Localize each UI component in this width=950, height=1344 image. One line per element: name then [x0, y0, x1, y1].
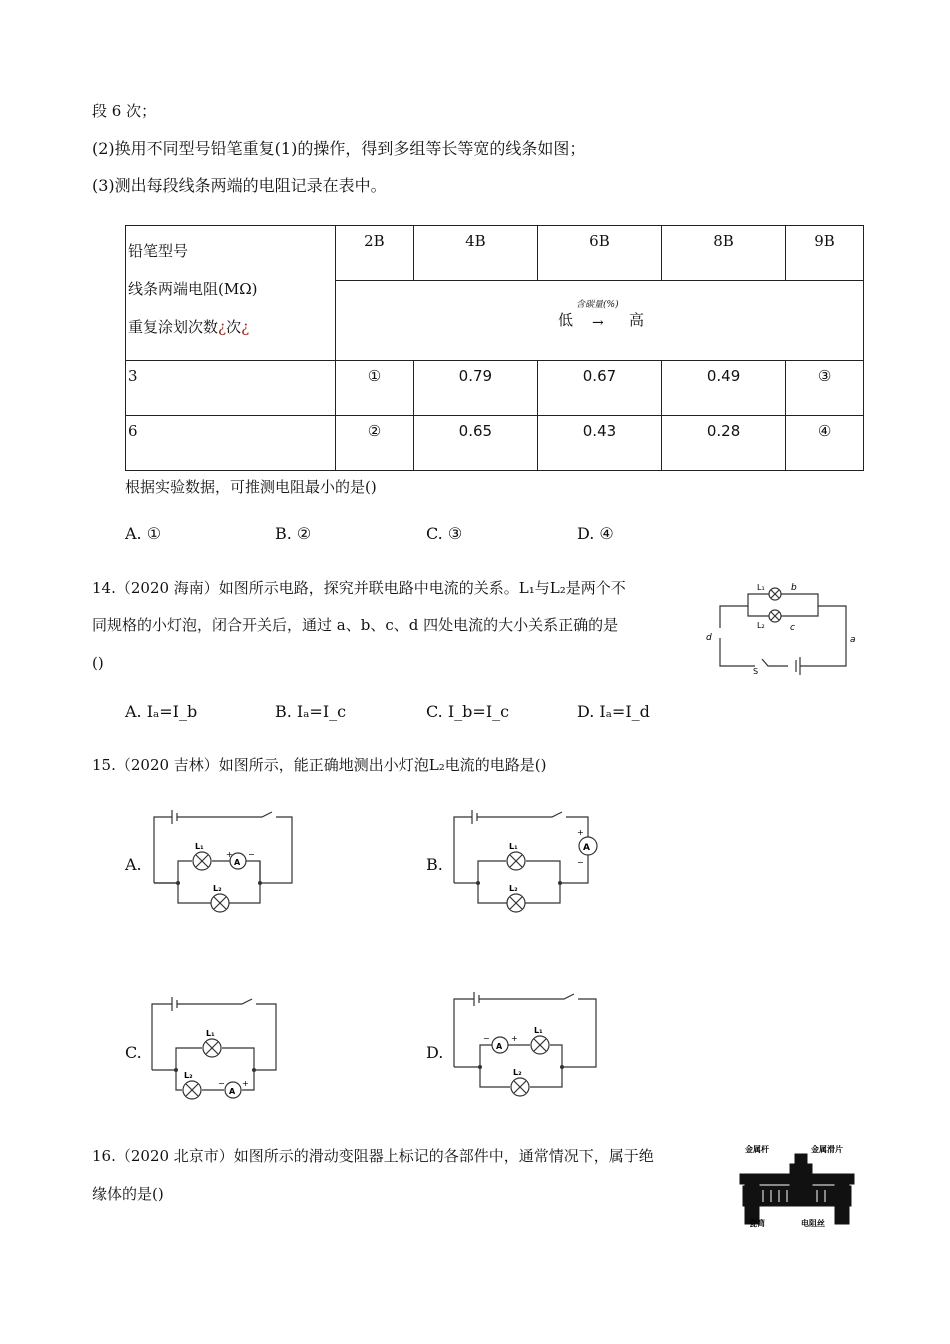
- q14-option-c[interactable]: C. I_b=I_c: [426, 702, 510, 721]
- q15-option-a[interactable]: A.: [125, 855, 142, 874]
- lamp-l1-label: L₁: [206, 1029, 215, 1038]
- minus-label: −: [577, 858, 584, 867]
- label-metal-rod: 金属杆: [745, 1145, 769, 1154]
- table-cell: ②: [336, 416, 414, 471]
- table-cell: 0.28: [662, 416, 786, 471]
- q14-circuit-figure: [700, 576, 865, 676]
- pencil-9b: 9B: [786, 226, 864, 281]
- scale-high: 高: [629, 310, 645, 329]
- ammeter-label: A: [583, 843, 590, 853]
- ammeter-label: A: [229, 1087, 236, 1096]
- table-header-labels: [126, 226, 336, 361]
- q14-label-s: S: [753, 667, 759, 676]
- label-metal-slider: 金属滑片: [811, 1145, 843, 1154]
- table-cell: ①: [336, 361, 414, 416]
- intro-line-2: (2)换用不同型号铅笔重复(1)的操作，得到多组等长等宽的线条如图；: [92, 139, 586, 158]
- lamp-l1-label: L₁: [534, 1026, 543, 1035]
- q14-option-b[interactable]: B. Iₐ=I_c: [275, 702, 347, 721]
- q14-label-l1: L₁: [757, 583, 765, 592]
- q13-option-d[interactable]: D. ④: [577, 524, 614, 543]
- lamp-l1-label: L₁: [509, 842, 518, 851]
- row-times-6: 6: [126, 416, 336, 471]
- q15-option-c[interactable]: C.: [125, 1043, 142, 1062]
- q16-line-1: 16.（2020 北京市）如图所示的滑动变阻器上标记的各部件中，通常情况下，属于绝: [92, 1147, 654, 1165]
- table-cell: 0.79: [413, 361, 537, 416]
- table-cell: 0.49: [662, 361, 786, 416]
- lamp-l2-label: L₂: [213, 884, 222, 893]
- q15-option-d[interactable]: D.: [426, 1043, 444, 1062]
- q13-option-a[interactable]: A. ①: [125, 524, 162, 543]
- q14-label-a: a: [850, 635, 856, 645]
- pencil-2b: 2B: [336, 226, 414, 281]
- q13-prompt: 根据实验数据，可推测电阻最小的是(): [125, 478, 377, 496]
- lamp-l2-label: L₂: [509, 884, 518, 893]
- q15-option-b[interactable]: B.: [426, 855, 443, 874]
- pencil-8b: 8B: [662, 226, 786, 281]
- table-cell: ④: [786, 416, 864, 471]
- label-ceramic-tube: 瓷筒: [749, 1219, 765, 1228]
- ammeter-label: A: [496, 1042, 503, 1051]
- row-times-3: 3: [126, 361, 336, 416]
- pencil-6b: 6B: [537, 226, 661, 281]
- lamp-l2-label: L₂: [184, 1071, 193, 1080]
- q14-line-3: (): [92, 654, 104, 672]
- q14-label-b: b: [791, 583, 797, 593]
- header-repeat-times: 重复涂划次数¿次¿: [128, 318, 250, 336]
- header-pencil-type: 铅笔型号: [128, 242, 189, 260]
- ammeter-label: A: [234, 858, 241, 867]
- lamp-l2-label: L₂: [513, 1068, 522, 1077]
- q15-circuit-c: [148, 990, 298, 1105]
- intro-line-1: 段 6 次；: [92, 102, 157, 120]
- q16-rheostat-figure: [735, 1140, 860, 1230]
- q15-line-1: 15.（2020 吉林）如图所示，能正确地测出小灯泡L₂电流的电路是(): [92, 756, 547, 774]
- resistance-table: [125, 225, 864, 471]
- q14-line-2: 同规格的小灯泡，闭合开关后，通过 a、b、c、d 四处电流的大小关系正确的是: [92, 616, 619, 634]
- q14-line-1: 14.（2020 海南）如图所示电路，探究并联电路中电流的关系。L₁与L₂是两个不: [92, 579, 626, 597]
- q14-option-a[interactable]: A. Iₐ=I_b: [125, 702, 198, 721]
- label-resistance-wire: 电阻丝: [801, 1219, 825, 1228]
- minus-label: −: [218, 1079, 225, 1088]
- header-resistance: 线条两端电阻(MΩ): [128, 280, 258, 298]
- q14-option-d[interactable]: D. Iₐ=I_d: [577, 702, 650, 721]
- table-cell: ③: [786, 361, 864, 416]
- plus-label: +: [226, 850, 233, 859]
- table-cell: 0.67: [537, 361, 661, 416]
- table-cell: 0.65: [413, 416, 537, 471]
- q15-circuit-d: [450, 985, 600, 1100]
- intro-line-3: (3)测出每段线条两端的电阻记录在表中。: [92, 176, 387, 195]
- plus-label: +: [242, 1079, 249, 1088]
- minus-label: −: [483, 1034, 490, 1043]
- scale-low: 低: [558, 310, 574, 329]
- scale-arrow: →: [592, 314, 604, 331]
- lamp-l1-label: L₁: [195, 842, 204, 851]
- carbon-scale: [336, 281, 864, 361]
- q14-label-d: d: [706, 633, 712, 643]
- q13-option-c[interactable]: C. ③: [426, 524, 463, 543]
- minus-label: −: [248, 850, 255, 859]
- q14-label-l2: L₂: [757, 621, 765, 630]
- scale-caption: 含碳量(%): [576, 299, 619, 310]
- q16-line-2: 缘体的是(): [92, 1185, 164, 1203]
- q15-circuit-b: [450, 805, 610, 913]
- q15-circuit-a: [150, 805, 298, 913]
- q14-label-c: c: [790, 623, 795, 633]
- plus-label: +: [577, 828, 584, 837]
- plus-label: +: [511, 1034, 518, 1043]
- table-cell: 0.43: [537, 416, 661, 471]
- q13-option-b[interactable]: B. ②: [275, 524, 312, 543]
- pencil-4b: 4B: [413, 226, 537, 281]
